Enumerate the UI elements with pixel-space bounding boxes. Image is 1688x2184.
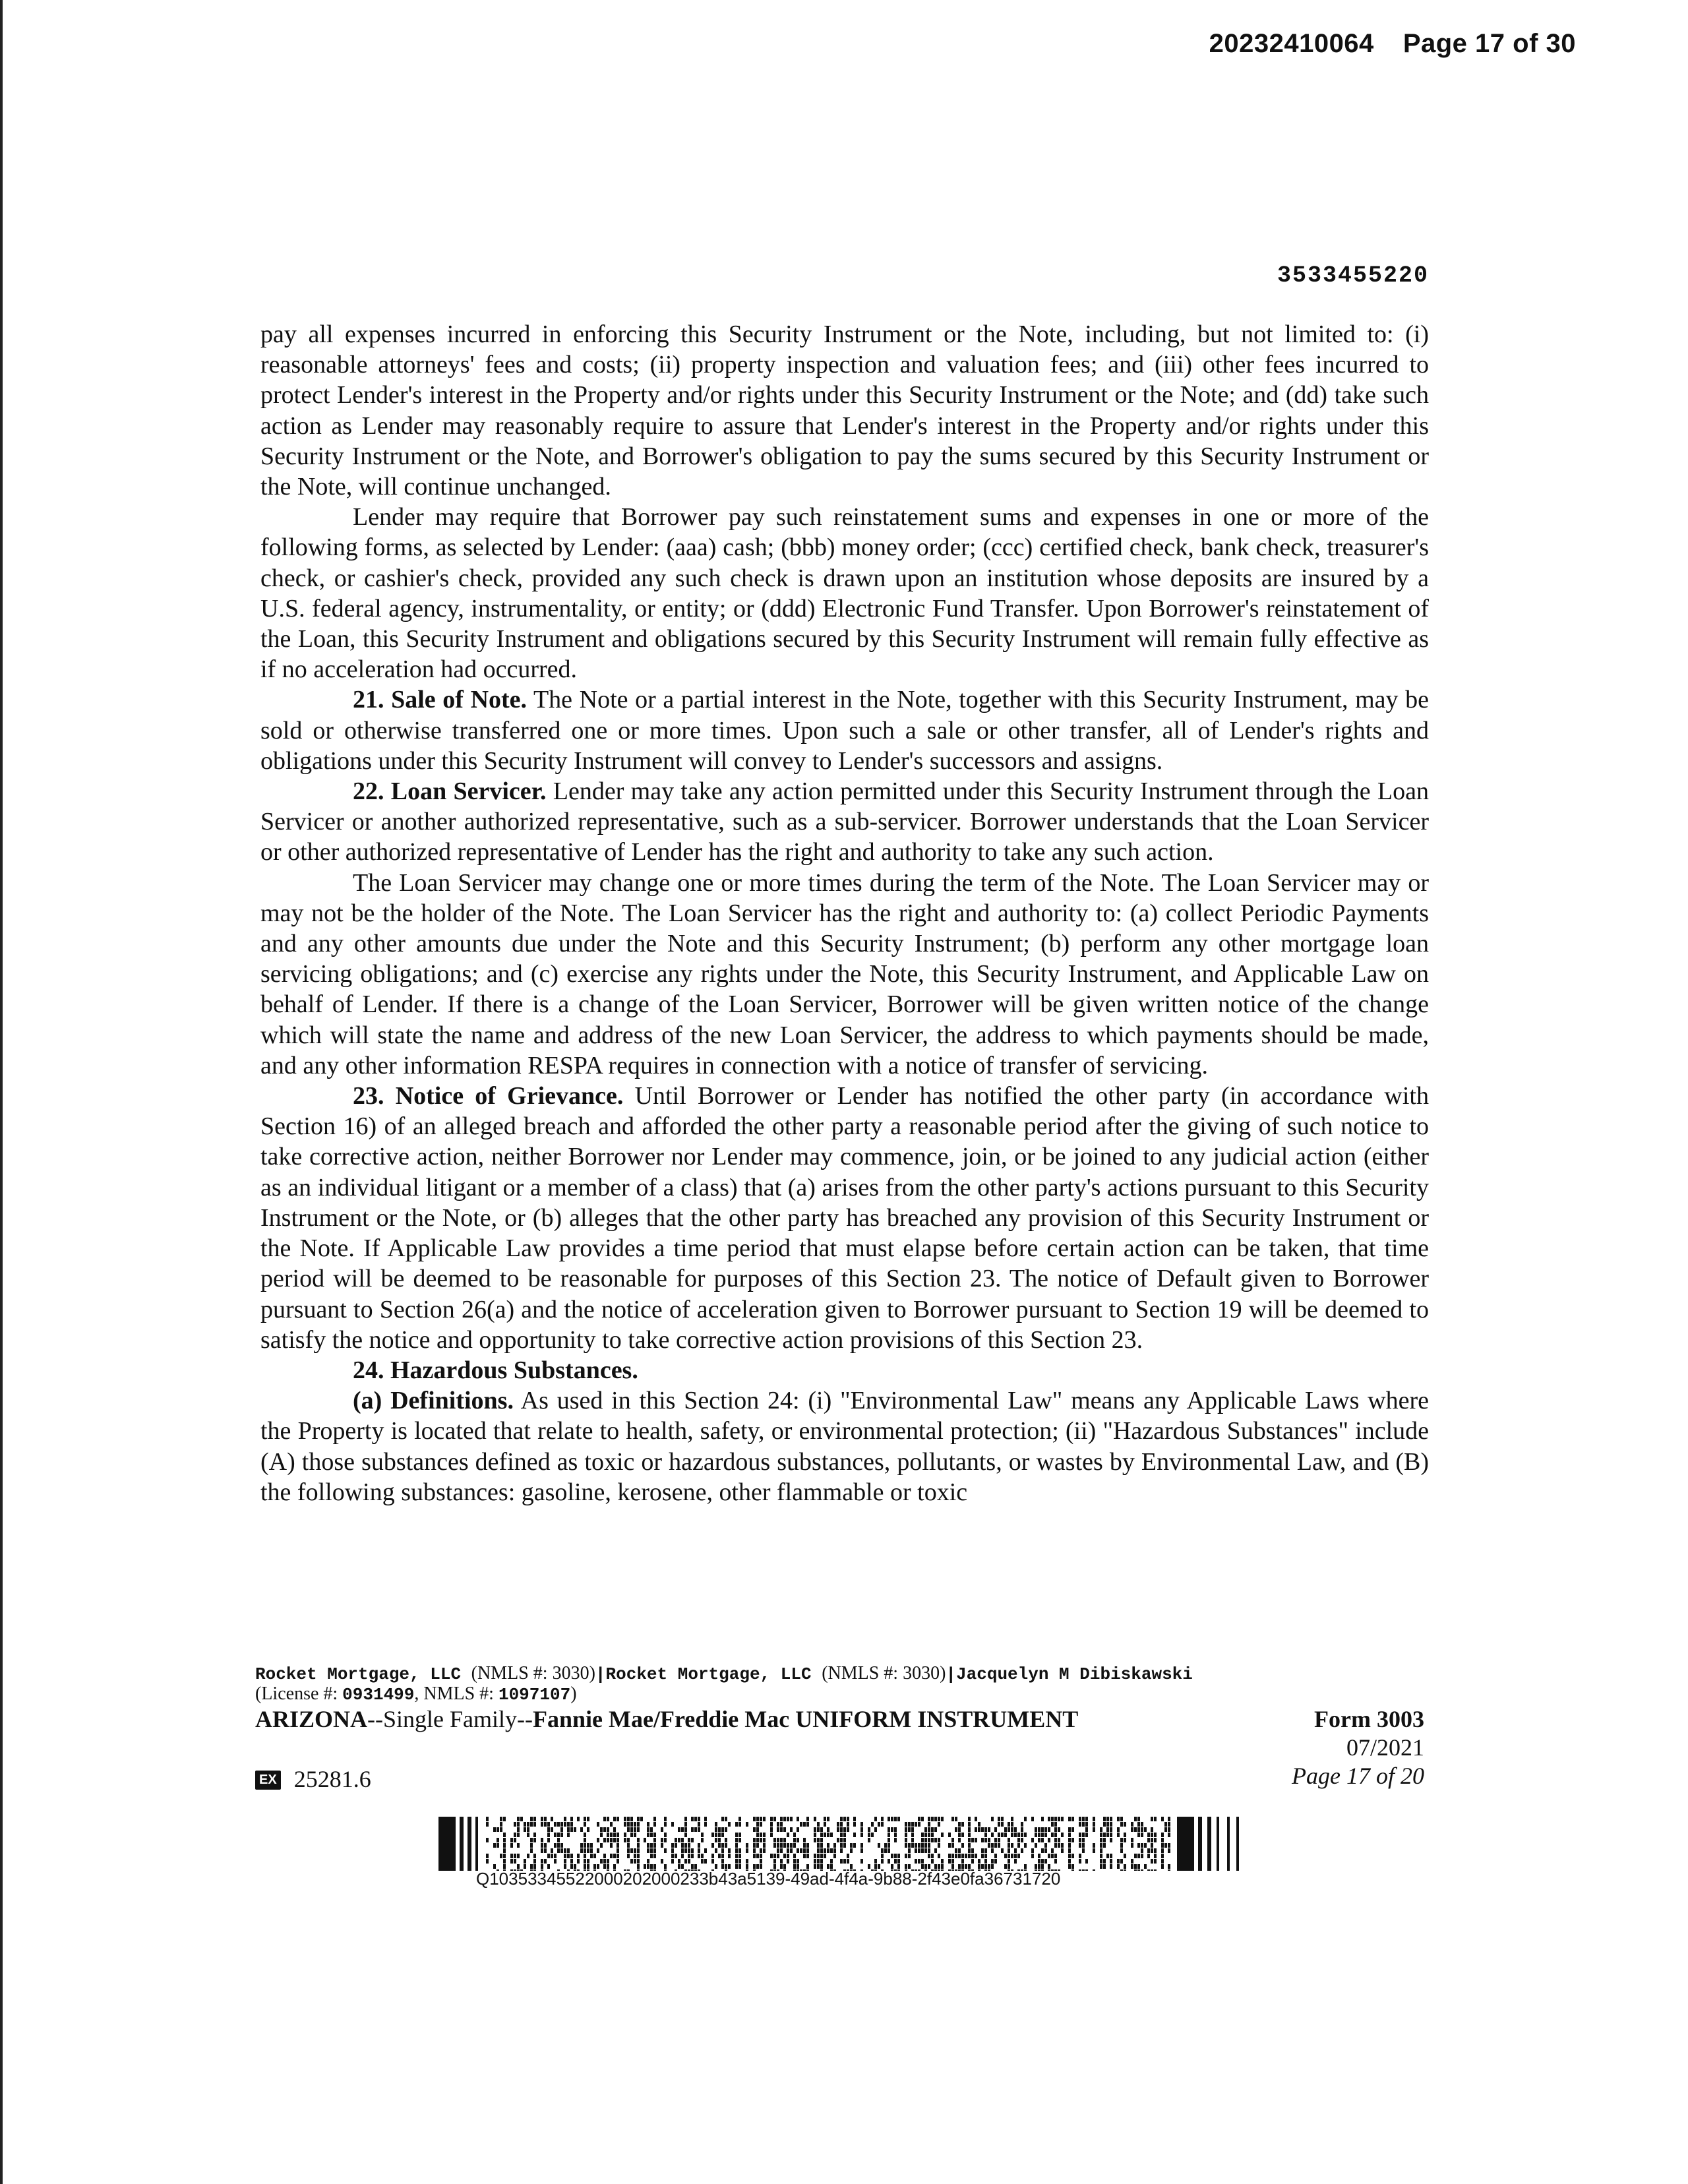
section-21-sale-of-note	[260, 684, 1429, 776]
recording-doc-number: 20232410064	[1209, 29, 1374, 58]
footer-lender-line-2	[255, 1684, 1435, 1705]
lender-nmls: (NMLS #: 3030)	[471, 1663, 595, 1684]
barcode-image	[438, 1817, 1242, 1871]
section-23-heading: 23. Notice of Grievance.	[353, 1082, 624, 1110]
form-number: Form 3003	[1314, 1706, 1424, 1732]
license-number: 0931499	[342, 1685, 415, 1705]
footer-form-code	[255, 1765, 371, 1793]
section-22-heading: 22. Loan Servicer.	[353, 777, 547, 806]
section-24a-heading: (a) Definitions.	[353, 1387, 514, 1415]
form-title: Fannie Mae/Freddie Mac UNIFORM INSTRUMENT	[532, 1706, 1079, 1732]
section-24a-text: As used in this Section 24: (i) "Environmental Law" means any Applicable Laws where the Property is located that relate to health, safety, or environmental protection; (ii) "Hazardous Substances" include (A) those substances defined as toxic or hazardous substances, pollutants, or wastes by Environmental Law, and (B) the following substances: gasoline, kerosene, other flammable or toxic	[260, 1387, 1429, 1506]
form-page-number: Page 17 of 20	[1292, 1763, 1424, 1789]
form-description: --Single Family--	[367, 1706, 533, 1732]
section-23-text: Until Borrower or Lender has notified the other party (in accordance with Section 16) of an alleged breach and afforded the other party a reasonable period after the giving of such notice to take corrective action, neither Borrower nor Lender may commence, join, or be joined to any judicial action (either as an individual litigant or a member of a class) that (a) arises from the other party's actions pursuant to this Security Instrument or the Note, or (b) alleges that the other party has breached any provision of this Security Instrument or the Note. If Applicable Law provides a time period that must elapse before certain action can be taken, that time period will be deemed to be reasonable for purposes of this Section 23. The notice of Default given to Borrower pursuant to Section 26(a) and the notice of acceleration given to Borrower pursuant to Section 19 will be deemed to satisfy the notice and opportunity to take corrective action provisions of this Section 23.	[260, 1082, 1429, 1354]
lender-name: Rocket Mortgage, LLC	[255, 1664, 462, 1684]
document-body	[260, 319, 1429, 1507]
license-label: (License #:	[255, 1684, 343, 1704]
section-24-heading: 24. Hazardous Substances.	[353, 1356, 638, 1384]
recording-header	[1209, 29, 1576, 59]
form-date: 07/2021	[1346, 1734, 1424, 1761]
close-paren: )	[570, 1684, 577, 1704]
recording-page-ref: Page 17 of 30	[1402, 29, 1576, 58]
section-24a-definitions	[260, 1385, 1429, 1507]
section-24-heading-line	[260, 1355, 1429, 1385]
footer-lender-line-1: Rocket Mortgage, LLC (NMLS #: 3030)|Rocket Mortgage, LLC (NMLS #: 3030)|Jacquelyn M Dibiskawski	[255, 1663, 1193, 1684]
footer-form-meta	[1226, 1705, 1424, 1790]
lender-name-2: Rocket Mortgage, LLC	[605, 1664, 812, 1684]
loan-number: 3533455220	[1277, 262, 1429, 289]
section-23-notice-of-grievance	[260, 1081, 1429, 1355]
section-22-text: Lender may take any action permitted under this Security Instrument through the Loan Servicer or another authorized representative, such as a sub-servicer. Borrower understands that the Loan Servicer or other authorized representative of Lender has the right and authority to take any such action.	[260, 777, 1429, 866]
footer-lender-info	[255, 1664, 1435, 1705]
footer-form-title	[255, 1705, 1078, 1733]
form-code: 25281.6	[293, 1766, 371, 1792]
paragraph-reinstatement-forms: Lender may require that Borrower pay such reinstatement sums and expenses in one or more of the following forms, as selected by Lender: (aaa) cash; (bbb) money order; (ccc) certified check, bank check, treasurer's check, or cashier's check, provided any such check is drawn upon an institution whose deposits are insured by a U.S. federal agency, instrumentality, or entity; or (ddd) Electronic Fund Transfer. Upon Borrower's reinstatement of the Loan, this Security Instrument and obligations secured by this Security Instrument will remain fully effective as if no acceleration had occurred.	[260, 503, 1429, 684]
paragraph-fees: pay all expenses incurred in enforcing this Security Instrument or the Note, including, but not limited to: (i) reasonable attorneys' fees and costs; (ii) property inspection and valuation fees; and (iii) other fees incurred to protect Lender's interest in the Property and/or rights under this Security Instrument or the Note; and (dd) take such action as Lender may reasonably require to assure that Lender's interest in the Property and/or rights under this Security Instrument or the Note, and Borrower's obligation to pay the sums secured by this Security Instrument or the Note, will continue unchanged.	[260, 320, 1429, 501]
barcode-caption: Q10353345522000202000233b43a5139-49ad-4f4a-9b88-2f43e0fa36731720	[476, 1869, 1061, 1889]
ex-logo: EX	[255, 1771, 281, 1790]
loan-officer-name: Jacquelyn M Dibiskawski	[956, 1664, 1193, 1684]
section-21-heading: 21. Sale of Note.	[353, 686, 528, 714]
section-21-text: The Note or a partial interest in the Note, together with this Security Instrument, may be sold or otherwise transferred one or more times. Upon such a sale or other transfer, all of Lender's rights and obligations under this Security Instrument will convey to Lender's successors and assigns.	[260, 686, 1429, 775]
nmls-label: , NMLS #:	[414, 1684, 498, 1704]
paragraph-servicer-change: The Loan Servicer may change one or more times during the term of the Note. The Loan Servicer may or may not be the holder of the Note. The Loan Servicer has the right and authority to: (a) collect Periodic Payments and any other amounts due under the Note and this Security Instrument; (b) perform any other mortgage loan servicing obligations; and (c) exercise any rights under the Note, this Security Instrument, and Applicable Law on behalf of Lender. If there is a change of the Loan Servicer, Borrower will be given written notice of the change which will state the name and address of the new Loan Servicer, the address to which payments should be made, and any other information RESPA requires in connection with a notice of transfer of servicing.	[260, 868, 1429, 1079]
lender-nmls-2: (NMLS #: 3030)	[822, 1663, 946, 1684]
section-22-loan-servicer	[260, 776, 1429, 868]
scan-edge-line	[0, 0, 3, 2184]
officer-nmls-number: 1097107	[498, 1685, 571, 1705]
form-state: ARIZONA	[255, 1706, 368, 1732]
